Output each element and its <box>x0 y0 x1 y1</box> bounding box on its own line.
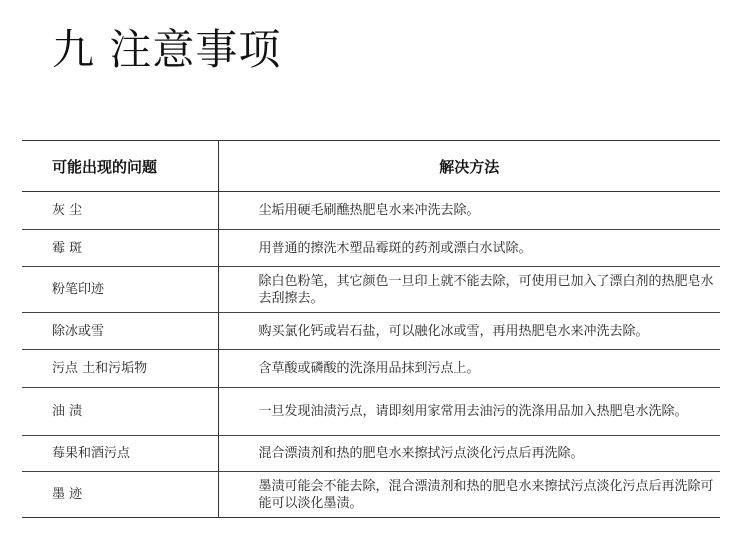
issue-cell: 灰 尘 <box>22 192 218 230</box>
solution-cell: 混合漂渍剂和热的肥皂水来擦拭污点淡化污点后再洗除。 <box>218 436 720 472</box>
solution-cell: 尘垢用硬毛刷醮热肥皂水来冲洗去除。 <box>218 192 720 230</box>
table-row <box>22 436 720 472</box>
table-row <box>22 192 720 230</box>
precautions-table <box>22 140 720 518</box>
table-row <box>22 472 720 518</box>
solution-cell: 墨渍可能会不能去除，混合漂渍剂和热的肥皂水来擦拭污点淡化污点后再洗除可能可以淡化墨渍。 <box>258 478 714 511</box>
table-row <box>22 313 720 350</box>
issue-cell: 霉 斑 <box>22 230 218 267</box>
table-row <box>22 267 720 313</box>
issue-cell: 除冰或雪 <box>22 313 218 350</box>
issue-cell: 污点 土和污垢物 <box>22 350 218 388</box>
table-header-row <box>22 141 720 192</box>
solution-cell: 用普通的擦洗木塑品霉斑的药剂或漂白水试除。 <box>218 230 720 267</box>
solution-cell: 一旦发现油渍污点，请即刻用家常用去油污的洗涤用品加入热肥皂水洗除。 <box>218 388 720 436</box>
solution-cell: 含草酸或磷酸的洗涤用品抹到污点上。 <box>218 350 720 388</box>
issue-cell: 油 渍 <box>22 388 218 436</box>
page-title: 九 注意事项 <box>52 25 282 74</box>
table-row <box>22 350 720 388</box>
table-row <box>22 388 720 436</box>
issue-cell: 莓果和酒污点 <box>22 436 218 472</box>
issue-cell: 墨 迹 <box>22 472 218 518</box>
table-row <box>22 230 720 267</box>
issue-cell: 粉笔印迹 <box>22 267 218 313</box>
column-header-solution: 解决方法 <box>218 141 720 192</box>
solution-cell: 除白色粉笔，其它颜色一旦印上就不能去除，可使用已加入了漂白剂的热肥皂水去刮擦去。 <box>218 267 720 313</box>
column-header-issue: 可能出现的问题 <box>22 141 218 192</box>
solution-cell: 购买氯化钙或岩石盐，可以融化冰或雪，再用热肥皂水来冲洗去除。 <box>218 313 720 350</box>
